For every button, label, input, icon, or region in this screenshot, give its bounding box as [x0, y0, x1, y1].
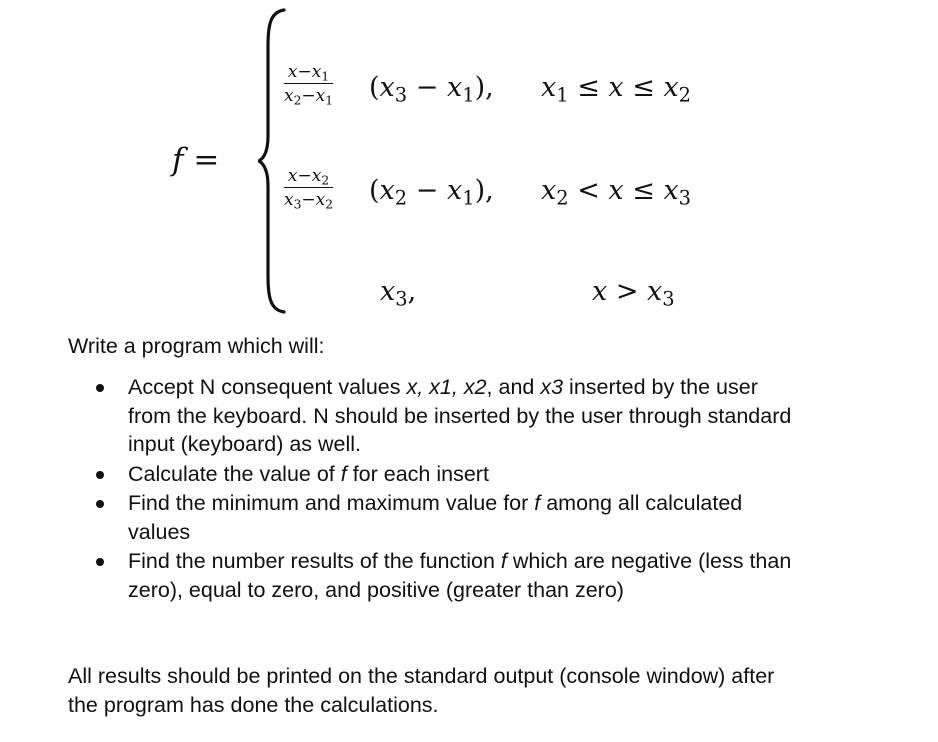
intro-text: Write a program which will: — [68, 334, 325, 358]
condition-row-2: $x_2 < x \le x_3$ — [541, 175, 692, 210]
fraction-row-2-numerator: $x-x_2$ — [287, 166, 330, 188]
formula-lhs-text: f = — [172, 142, 220, 178]
fraction-row-1 — [284, 62, 333, 106]
fraction-row-1-numerator: $x-x_1$ — [287, 62, 330, 84]
outro-text: All results should be printed on the standard output (console window) after the program has done the calculations. — [68, 664, 775, 717]
list-item: Accept N consequent values x, x1, x2, and x3 inserted by the user from the keyboard. N should be inserted by the user through standard input (keyboard) as well. — [96, 373, 876, 459]
list-item: Calculate the value of f for each insert — [96, 460, 876, 489]
list-item: Find the minimum and maximum value for f among all calculated values — [96, 489, 876, 546]
expression-row-3: $x_3$, — [380, 276, 417, 311]
list-item: Find the number results of the function f which are negative (less than zero), equal to zero, and positive (greater than zero) — [96, 547, 876, 604]
expression-row-2: $(x_2 - x_1)$, — [369, 175, 494, 210]
requirements-list — [96, 373, 876, 605]
fraction-row-2 — [284, 166, 333, 210]
bullet-icon — [96, 384, 104, 392]
bullet-icon — [96, 471, 104, 479]
fraction-row-1-denominator: $x_2-x_1$ — [284, 86, 334, 108]
expression-row-1: $(x_3 - x_1)$, — [369, 72, 494, 107]
formula-lhs — [172, 142, 219, 178]
bullet-icon — [96, 558, 104, 566]
condition-row-3: $x > x_3$ — [592, 276, 675, 311]
fraction-row-2-denominator: $x_3-x_2$ — [284, 190, 334, 212]
condition-row-1: $x_1 \le x \le x_2$ — [541, 72, 692, 107]
bullet-icon — [96, 500, 104, 508]
left-brace-icon — [258, 6, 286, 316]
